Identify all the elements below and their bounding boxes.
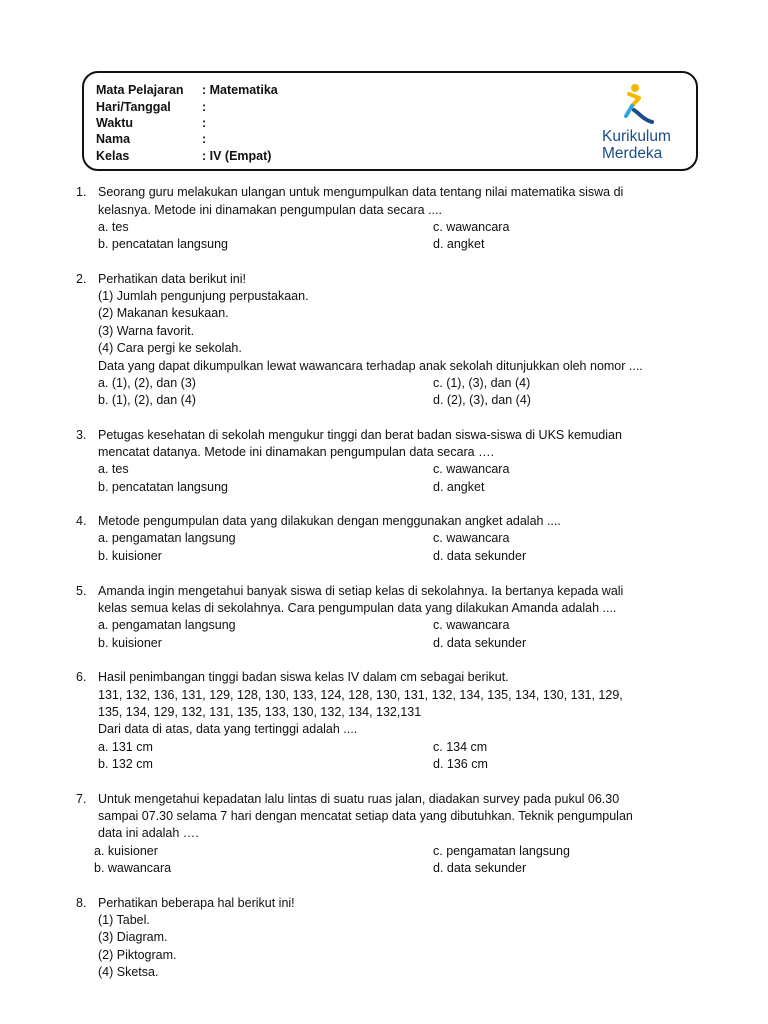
field-value: : xyxy=(202,132,207,146)
option-c: c. pengamatan langsung xyxy=(433,844,570,858)
option-d: d. angket xyxy=(433,480,485,494)
field-label: Waktu xyxy=(96,116,134,130)
option-d: d. 136 cm xyxy=(433,757,488,771)
option-a: a. (1), (2), dan (3) xyxy=(98,376,196,390)
question-text: Hasil penimbangan tinggi badan siswa kelas IV dalam cm sebagai berikut. xyxy=(98,670,509,684)
field-value: : Matematika xyxy=(202,83,278,97)
option-a: a. pengamatan langsung xyxy=(98,618,236,632)
option-d: d. data sekunder xyxy=(433,549,527,563)
logo-text-line1: Kurikulum xyxy=(602,128,671,145)
question-text: (2) Piktogram. xyxy=(98,948,177,962)
question-text: Data yang dapat dikumpulkan lewat wawancara terhadap anak sekolah ditunjukkan oleh nomor .... xyxy=(98,359,643,373)
question-text: Perhatikan beberapa hal berikut ini! xyxy=(98,896,295,910)
option-b: b. (1), (2), dan (4) xyxy=(98,393,196,407)
question-text: (4) Cara pergi ke sekolah. xyxy=(98,341,242,355)
option-b: b. kuisioner xyxy=(98,636,162,650)
option-a: a. pengamatan langsung xyxy=(98,531,236,545)
logo-figure-icon xyxy=(596,82,692,128)
question-text: (1) Jumlah pengunjung perpustakaan. xyxy=(98,289,309,303)
question-text: (4) Sketsa. xyxy=(98,965,159,979)
field-label: Mata Pelajaran xyxy=(96,83,184,97)
option-a: a. kuisioner xyxy=(94,844,158,858)
question-number: 8. xyxy=(76,896,87,910)
question-text: kelasnya. Metode ini dinamakan pengumpulan data secara .... xyxy=(98,203,442,217)
question-text: Petugas kesehatan di sekolah mengukur tinggi dan berat badan siswa-siswa di UKS kemudian xyxy=(98,428,622,442)
logo-text-line2: Merdeka xyxy=(602,145,663,162)
option-a: a. tes xyxy=(98,220,129,234)
option-c: c. 134 cm xyxy=(433,740,488,754)
question-number: 2. xyxy=(76,272,87,286)
question-text: Perhatikan data berikut ini! xyxy=(98,272,247,286)
option-a: a. 131 cm xyxy=(98,740,153,754)
question-text: Amanda ingin mengetahui banyak siswa di setiap kelas di sekolahnya. Ia bertanya kepada wali xyxy=(98,584,624,598)
question-text: (2) Makanan kesukaan. xyxy=(98,306,229,320)
kurikulum-merdeka-logo xyxy=(596,82,692,164)
question-text: 135, 134, 129, 132, 131, 135, 133, 130, 132, 134, 132,131 xyxy=(98,705,422,719)
question-text: Untuk mengetahui kepadatan lalu lintas di suatu ruas jalan, diadakan survey pada pukul 06.30 xyxy=(98,792,620,806)
option-d: d. data sekunder xyxy=(433,861,527,875)
option-b: b. 132 cm xyxy=(98,757,153,771)
question-text: Dari data di atas, data yang tertinggi adalah .... xyxy=(98,722,358,736)
question-number: 6. xyxy=(76,670,87,684)
field-label: Kelas xyxy=(96,149,130,163)
question-number: 4. xyxy=(76,514,87,528)
question-text: (3) Diagram. xyxy=(98,930,168,944)
question-number: 5. xyxy=(76,584,87,598)
question-text: data ini adalah …. xyxy=(98,826,199,840)
question-text: 131, 132, 136, 131, 129, 128, 130, 133, 124, 128, 130, 131, 132, 134, 135, 134, 130, 131, 129, xyxy=(98,688,623,702)
field-value: : xyxy=(202,100,207,114)
question-text: (3) Warna favorit. xyxy=(98,324,195,338)
question-number: 7. xyxy=(76,792,87,806)
option-d: d. (2), (3), dan (4) xyxy=(433,393,531,407)
question-text: (1) Tabel. xyxy=(98,913,150,927)
question-text: Seorang guru melakukan ulangan untuk mengumpulkan data tentang nilai matematika siswa di xyxy=(98,185,624,199)
option-d: d. data sekunder xyxy=(433,636,527,650)
field-value: : xyxy=(202,116,207,130)
option-b: b. pencatatan langsung xyxy=(98,480,228,494)
option-b: b. kuisioner xyxy=(98,549,162,563)
option-c: c. (1), (3), dan (4) xyxy=(433,376,531,390)
question-text: Metode pengumpulan data yang dilakukan dengan menggunakan angket adalah .... xyxy=(98,514,561,528)
question-text: kelas semua kelas di sekolahnya. Cara pengumpulan data yang dilakukan Amanda adalah .... xyxy=(98,601,617,615)
option-c: c. wawancara xyxy=(433,220,510,234)
question-text: sampai 07.30 selama 7 hari dengan mencatat setiap data yang dibutuhkan. Teknik pengumpulan xyxy=(98,809,633,823)
option-c: c. wawancara xyxy=(433,618,510,632)
option-d: d. angket xyxy=(433,237,485,251)
field-value: : IV (Empat) xyxy=(202,149,272,163)
option-b: b. pencatatan langsung xyxy=(98,237,228,251)
option-b: b. wawancara xyxy=(94,861,172,875)
option-c: c. wawancara xyxy=(433,462,510,476)
question-number: 3. xyxy=(76,428,87,442)
question-number: 1. xyxy=(76,185,87,199)
field-label: Hari/Tanggal xyxy=(96,100,171,114)
option-a: a. tes xyxy=(98,462,129,476)
question-text: mencatat datanya. Metode ini dinamakan pengumpulan data secara …. xyxy=(98,445,495,459)
field-label: Nama xyxy=(96,132,131,146)
option-c: c. wawancara xyxy=(433,531,510,545)
